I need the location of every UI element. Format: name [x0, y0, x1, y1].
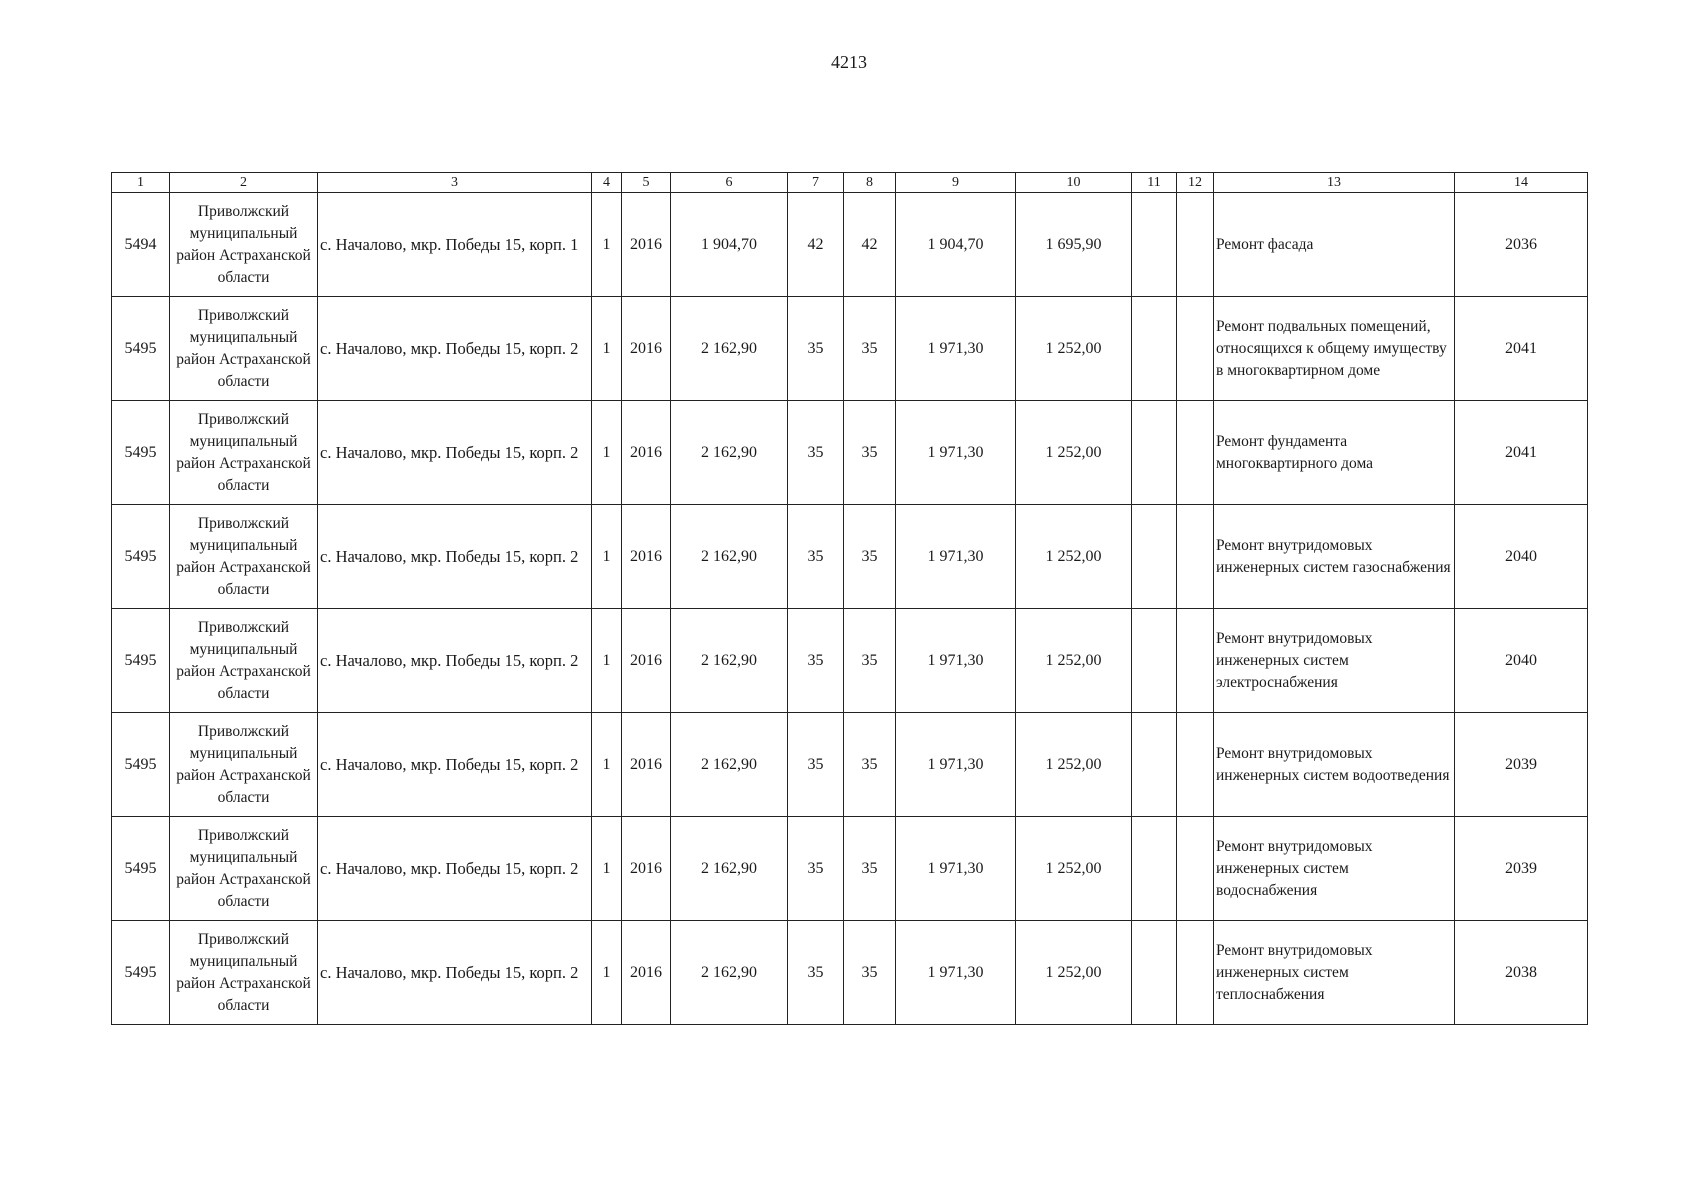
col12-cell	[1177, 713, 1214, 817]
col11-cell	[1132, 713, 1177, 817]
col4-cell: 1	[592, 505, 622, 609]
col7-cell: 35	[788, 817, 844, 921]
plan-year-cell: 2040	[1455, 505, 1588, 609]
col12-cell	[1177, 921, 1214, 1025]
col7-cell: 35	[788, 713, 844, 817]
area-total-cell: 2 162,90	[671, 401, 788, 505]
district-cell: Приволжский муниципальный район Астраханской области	[170, 713, 318, 817]
address-cell: с. Началово, мкр. Победы 15, корп. 2	[318, 401, 592, 505]
table-row	[112, 713, 1588, 817]
col8-cell: 35	[844, 921, 896, 1025]
col11-cell	[1132, 193, 1177, 297]
area-total-cell: 2 162,90	[671, 921, 788, 1025]
row-id: 5495	[112, 401, 170, 505]
area-other-cell: 1 252,00	[1016, 609, 1132, 713]
registry-table	[111, 172, 1588, 1025]
column-header: 10	[1016, 173, 1132, 193]
col8-cell: 35	[844, 505, 896, 609]
col7-cell: 42	[788, 193, 844, 297]
col12-cell	[1177, 193, 1214, 297]
column-header: 14	[1455, 173, 1588, 193]
column-header: 3	[318, 173, 592, 193]
area-living-cell: 1 971,30	[896, 297, 1016, 401]
column-header: 1	[112, 173, 170, 193]
col4-cell: 1	[592, 817, 622, 921]
col12-cell	[1177, 505, 1214, 609]
col7-cell: 35	[788, 921, 844, 1025]
year-cell: 2016	[622, 297, 671, 401]
address-cell: с. Началово, мкр. Победы 15, корп. 1	[318, 193, 592, 297]
area-living-cell: 1 971,30	[896, 817, 1016, 921]
address-cell: с. Началово, мкр. Победы 15, корп. 2	[318, 505, 592, 609]
col4-cell: 1	[592, 921, 622, 1025]
column-header: 12	[1177, 173, 1214, 193]
col11-cell	[1132, 401, 1177, 505]
column-header: 11	[1132, 173, 1177, 193]
row-id: 5495	[112, 505, 170, 609]
year-cell: 2016	[622, 401, 671, 505]
work-type-cell: Ремонт фасада	[1214, 193, 1455, 297]
plan-year-cell: 2041	[1455, 401, 1588, 505]
col8-cell: 35	[844, 401, 896, 505]
year-cell: 2016	[622, 921, 671, 1025]
address-cell: с. Началово, мкр. Победы 15, корп. 2	[318, 921, 592, 1025]
page-number: 4213	[831, 52, 867, 72]
col8-cell: 35	[844, 817, 896, 921]
col11-cell	[1132, 297, 1177, 401]
area-other-cell: 1 252,00	[1016, 505, 1132, 609]
column-header: 7	[788, 173, 844, 193]
col4-cell: 1	[592, 609, 622, 713]
table-row	[112, 193, 1588, 297]
area-living-cell: 1 971,30	[896, 401, 1016, 505]
work-type-cell: Ремонт подвальных помещений, относящихся к общему имуществу в многоквартирном доме	[1214, 297, 1455, 401]
district-cell: Приволжский муниципальный район Астраханской области	[170, 193, 318, 297]
row-id: 5495	[112, 817, 170, 921]
row-id: 5495	[112, 609, 170, 713]
col12-cell	[1177, 817, 1214, 921]
row-id: 5495	[112, 297, 170, 401]
address-cell: с. Началово, мкр. Победы 15, корп. 2	[318, 609, 592, 713]
plan-year-cell: 2041	[1455, 297, 1588, 401]
plan-year-cell: 2040	[1455, 609, 1588, 713]
district-cell: Приволжский муниципальный район Астраханской области	[170, 297, 318, 401]
table-row	[112, 609, 1588, 713]
area-living-cell: 1 904,70	[896, 193, 1016, 297]
column-header: 5	[622, 173, 671, 193]
district-cell: Приволжский муниципальный район Астраханской области	[170, 817, 318, 921]
col7-cell: 35	[788, 401, 844, 505]
col4-cell: 1	[592, 297, 622, 401]
col12-cell	[1177, 297, 1214, 401]
col12-cell	[1177, 401, 1214, 505]
area-other-cell: 1 695,90	[1016, 193, 1132, 297]
area-living-cell: 1 971,30	[896, 921, 1016, 1025]
col8-cell: 42	[844, 193, 896, 297]
district-cell: Приволжский муниципальный район Астраханской области	[170, 609, 318, 713]
area-total-cell: 2 162,90	[671, 297, 788, 401]
row-id: 5494	[112, 193, 170, 297]
address-cell: с. Началово, мкр. Победы 15, корп. 2	[318, 817, 592, 921]
col11-cell	[1132, 817, 1177, 921]
registry-body	[112, 173, 1588, 1025]
work-type-cell: Ремонт внутридомовых инженерных систем электроснабжения	[1214, 609, 1455, 713]
area-living-cell: 1 971,30	[896, 505, 1016, 609]
col7-cell: 35	[788, 505, 844, 609]
column-header: 13	[1214, 173, 1455, 193]
table-row	[112, 921, 1588, 1025]
year-cell: 2016	[622, 609, 671, 713]
area-total-cell: 1 904,70	[671, 193, 788, 297]
district-cell: Приволжский муниципальный район Астраханской области	[170, 921, 318, 1025]
area-other-cell: 1 252,00	[1016, 297, 1132, 401]
area-living-cell: 1 971,30	[896, 609, 1016, 713]
area-other-cell: 1 252,00	[1016, 401, 1132, 505]
area-total-cell: 2 162,90	[671, 505, 788, 609]
column-header: 9	[896, 173, 1016, 193]
area-other-cell: 1 252,00	[1016, 713, 1132, 817]
col11-cell	[1132, 505, 1177, 609]
district-cell: Приволжский муниципальный район Астраханской области	[170, 401, 318, 505]
col4-cell: 1	[592, 193, 622, 297]
column-header: 6	[671, 173, 788, 193]
plan-year-cell: 2039	[1455, 817, 1588, 921]
work-type-cell: Ремонт внутридомовых инженерных систем водоснабжения	[1214, 817, 1455, 921]
col7-cell: 35	[788, 609, 844, 713]
col8-cell: 35	[844, 609, 896, 713]
year-cell: 2016	[622, 817, 671, 921]
column-header: 8	[844, 173, 896, 193]
col11-cell	[1132, 609, 1177, 713]
col4-cell: 1	[592, 401, 622, 505]
table-row	[112, 297, 1588, 401]
col4-cell: 1	[592, 713, 622, 817]
plan-year-cell: 2038	[1455, 921, 1588, 1025]
work-type-cell: Ремонт внутридомовых инженерных систем теплоснабжения	[1214, 921, 1455, 1025]
col11-cell	[1132, 921, 1177, 1025]
area-total-cell: 2 162,90	[671, 713, 788, 817]
work-type-cell: Ремонт внутридомовых инженерных систем водоотведения	[1214, 713, 1455, 817]
column-number-row	[112, 173, 1588, 193]
col7-cell: 35	[788, 297, 844, 401]
table-row	[112, 401, 1588, 505]
plan-year-cell: 2039	[1455, 713, 1588, 817]
address-cell: с. Началово, мкр. Победы 15, корп. 2	[318, 297, 592, 401]
area-living-cell: 1 971,30	[896, 713, 1016, 817]
table-row	[112, 817, 1588, 921]
row-id: 5495	[112, 713, 170, 817]
year-cell: 2016	[622, 193, 671, 297]
column-header: 4	[592, 173, 622, 193]
row-id: 5495	[112, 921, 170, 1025]
area-other-cell: 1 252,00	[1016, 817, 1132, 921]
district-cell: Приволжский муниципальный район Астраханской области	[170, 505, 318, 609]
work-type-cell: Ремонт внутридомовых инженерных систем газоснабжения	[1214, 505, 1455, 609]
area-other-cell: 1 252,00	[1016, 921, 1132, 1025]
year-cell: 2016	[622, 713, 671, 817]
area-total-cell: 2 162,90	[671, 609, 788, 713]
year-cell: 2016	[622, 505, 671, 609]
table-row	[112, 505, 1588, 609]
address-cell: с. Началово, мкр. Победы 15, корп. 2	[318, 713, 592, 817]
col12-cell	[1177, 609, 1214, 713]
plan-year-cell: 2036	[1455, 193, 1588, 297]
work-type-cell: Ремонт фундамента многоквартирного дома	[1214, 401, 1455, 505]
column-header: 2	[170, 173, 318, 193]
col8-cell: 35	[844, 297, 896, 401]
area-total-cell: 2 162,90	[671, 817, 788, 921]
col8-cell: 35	[844, 713, 896, 817]
